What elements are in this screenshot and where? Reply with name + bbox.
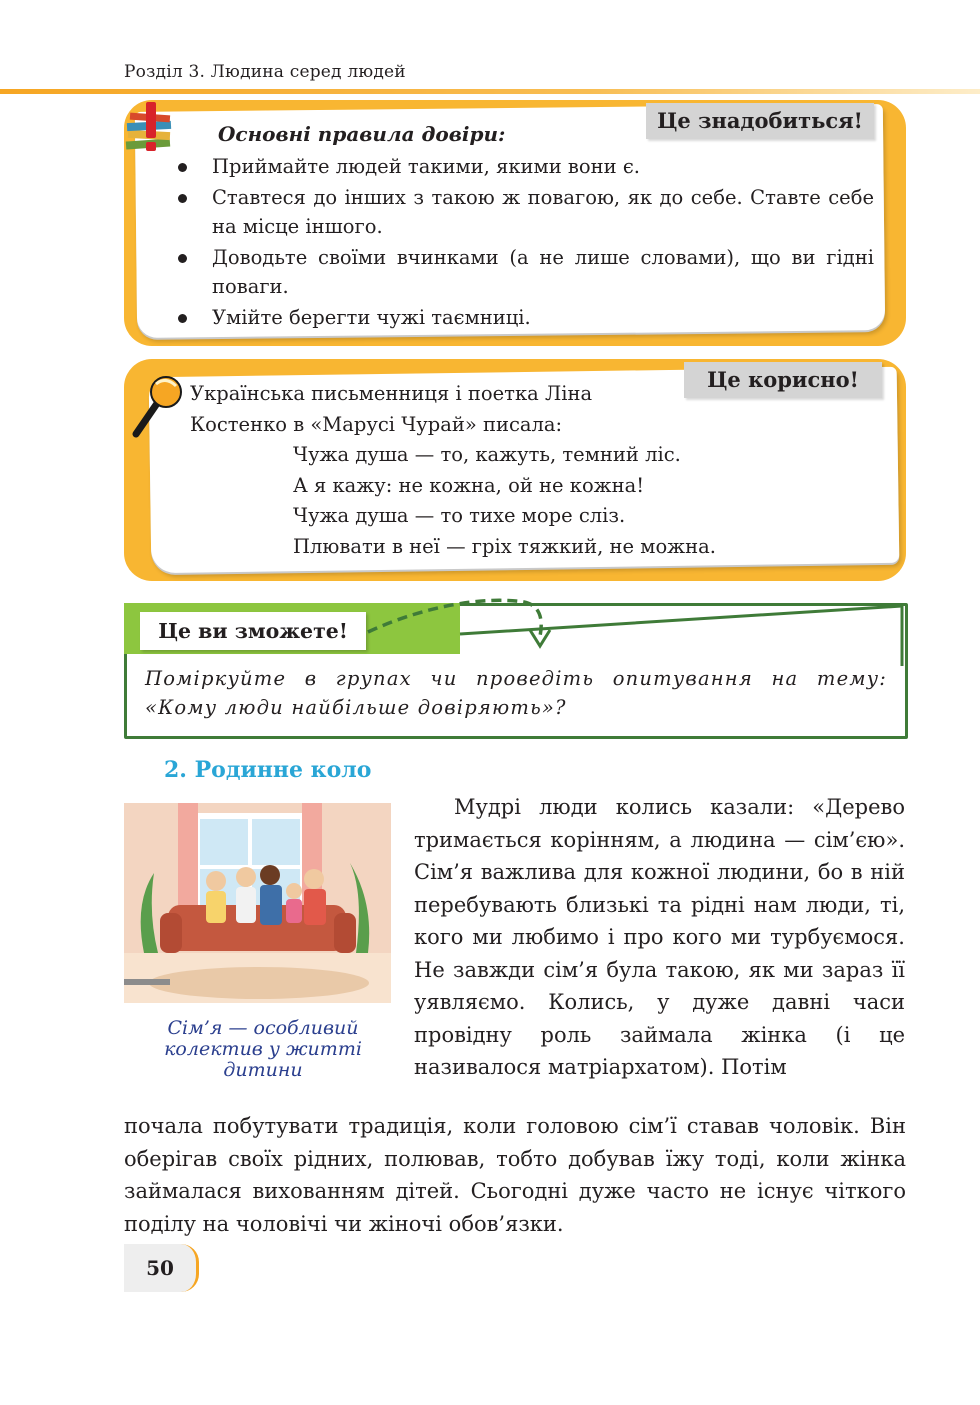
rules-title: Основні правила довіри:	[218, 122, 506, 146]
section-title: 2. Родинне коло	[164, 757, 372, 783]
quote-intro: Українська письменниця і поетка Ліна Костенко в «Марусі Чурай» писала:	[190, 382, 593, 436]
task-text: Поміркуйте в групах чи проведіть опитування на тему: «Кому люди найбільше довіряють»?	[145, 667, 887, 719]
poem-line: Плювати в неї — гріх тяжкий, не можна.	[293, 534, 716, 558]
body-paragraph-continued: почала побутувати традиція, коли головою сім’ї ставав чоловік. Він оберігав своїх рідних, полював, тобто добував їжу тоді, коли жінка займалася вихованням дітей. Сьогодні дуже часто не існує чіткого поділу на чоловічі чи жіночі обов’язки.	[124, 1114, 906, 1236]
chapter-header: Розділ 3. Людина серед людей	[124, 62, 406, 82]
list-item: Умійте берегти чужі таємниці.	[174, 303, 874, 333]
header-rule	[0, 89, 980, 94]
list-item: Ставтеся до інших з такою ж повагою, як до себе. Ставте себе на місце іншого.	[174, 183, 874, 242]
page-number: 50	[124, 1244, 199, 1292]
books-exclamation-icon	[124, 100, 184, 158]
poem-line: Чужа душа — то тихе море сліз.	[293, 504, 626, 527]
list-item: Приймайте людей такими, якими вони є.	[174, 152, 874, 182]
poem-line: Чужа душа — то, кажуть, темний ліс.	[293, 443, 681, 466]
list-item: Доводьте своїми вчинками (а не лише словами), що ви гідні поваги.	[174, 243, 874, 302]
poem	[293, 440, 716, 562]
interesting-tag: Це корисно!	[684, 362, 882, 398]
rules-list	[174, 152, 874, 333]
body-paragraph: Мудрі люди колись казали: «Дерево тримається корінням, а людина — сім’єю». Сім’я важлива для кожної людини, бо в ній перебувають близькі та рідні нам люди, ті, кого ми любимо і про кого ми турбуємося. Не завжди сім’я була такою, як ми зараз її уявляємо. Колись, у дуже давні часи провідну роль займала жінка (і це називалося матріархатом). Потім	[414, 795, 905, 1079]
family-illustration	[124, 803, 391, 1003]
you-can-tag: Це ви зможете!	[140, 612, 366, 650]
poem-line: А я кажу: не кожна, ой не кожна!	[293, 473, 645, 497]
microphone-icon	[130, 372, 190, 438]
illustration-caption: Сім’я — особливий колектив у житті дитини	[164, 1017, 362, 1081]
useful-tag: Це знадобиться!	[646, 103, 874, 139]
